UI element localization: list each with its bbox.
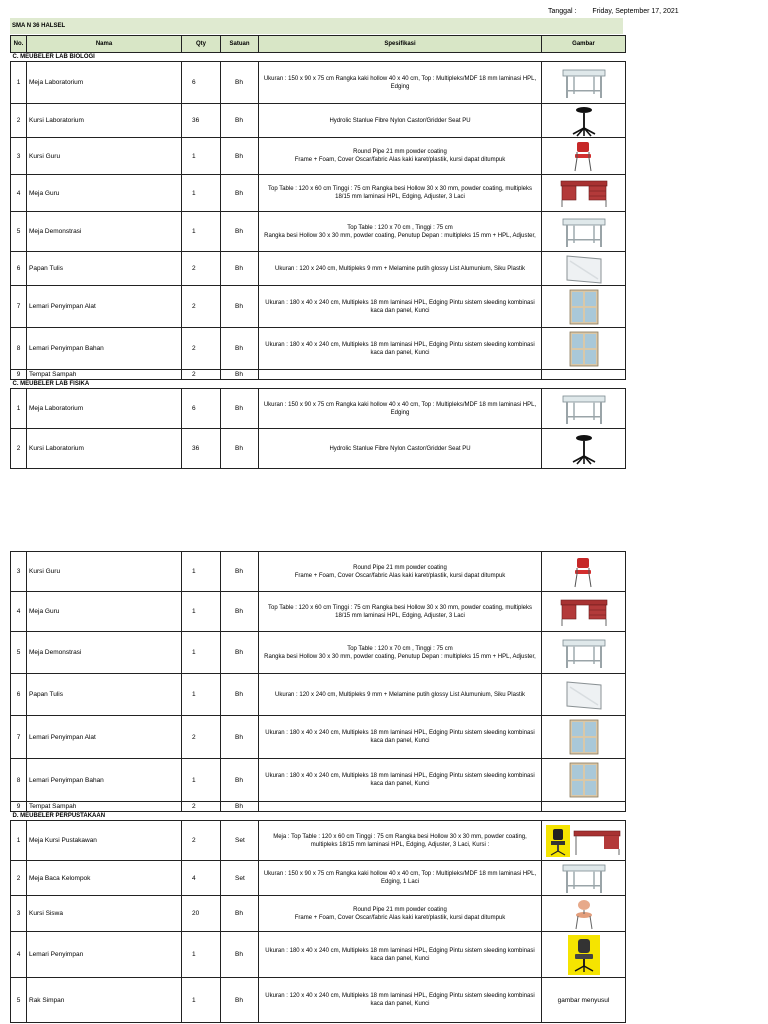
- date-label: Tanggal :: [548, 8, 577, 15]
- item-qty: 2: [182, 716, 221, 759]
- row-number: 8: [11, 759, 27, 802]
- teacher-desk-icon: [544, 178, 623, 208]
- item-qty: 1: [182, 978, 221, 1023]
- table-row: [11, 62, 626, 104]
- item-spec: Ukuran : 120 x 240 cm, Multipleks 9 mm + Melamine putih glossy List Alumunium, Siku Plastik: [259, 674, 542, 716]
- item-spec: Top Table : 120 x 70 cm , Tinggi : 75 cm Rangka besi Hollow 30 x 30 mm, powder coating, Penutup Depan : multipleks 15 mm + HPL, Adjuster,: [259, 212, 542, 252]
- item-name: Meja Demonstrasi: [27, 212, 182, 252]
- cabinet-icon: [544, 289, 623, 325]
- office-chair-icon: [544, 935, 623, 975]
- item-unit: Bh: [221, 429, 259, 469]
- item-qty: 6: [182, 389, 221, 429]
- item-image: [542, 802, 626, 812]
- row-number: 6: [11, 252, 27, 286]
- item-image: [542, 896, 626, 932]
- section-heading-row: [11, 53, 626, 62]
- row-number: 3: [11, 896, 27, 932]
- row-number: 3: [11, 552, 27, 592]
- item-image: [542, 552, 626, 592]
- table-row: [11, 716, 626, 759]
- row-number: 8: [11, 328, 27, 370]
- item-spec: Ukuran : 150 x 90 x 75 cm Rangka kaki hollow 40 x 40 cm, Top : Multipleks/MDF 18 mm laminasi HPL, Edging, 1 Laci: [259, 861, 542, 896]
- item-name: Meja Guru: [27, 175, 182, 212]
- item-spec: Ukuran : 150 x 90 x 75 cm Rangka kaki hollow 40 x 40 cm, Top : Multipleks/MDF 18 mm laminasi HPL, Edging: [259, 389, 542, 429]
- row-number: 9: [11, 802, 27, 812]
- item-image: [542, 328, 626, 370]
- row-number: 9: [11, 370, 27, 380]
- lab-table-icon: [544, 861, 623, 895]
- col-spec: Spesifikasi: [259, 36, 542, 53]
- item-name: Meja Baca Kelompok: [27, 861, 182, 896]
- item-unit: Bh: [221, 978, 259, 1023]
- item-qty: 2: [182, 252, 221, 286]
- date-line: [548, 8, 679, 15]
- whiteboard-icon: [544, 253, 623, 285]
- table-row: [11, 286, 626, 328]
- table-row: [11, 175, 626, 212]
- image-pending-note: gambar menyusul: [557, 996, 610, 1004]
- item-image: [542, 821, 626, 861]
- student-chair-icon: [544, 898, 623, 930]
- lab-table-icon: [544, 66, 623, 100]
- item-image: [542, 716, 626, 759]
- row-number: 1: [11, 62, 27, 104]
- item-unit: Bh: [221, 552, 259, 592]
- table-row: [11, 802, 626, 812]
- col-image: Gambar: [542, 36, 626, 53]
- item-image: [542, 932, 626, 978]
- row-number: 1: [11, 389, 27, 429]
- item-name: Kursi Guru: [27, 138, 182, 175]
- item-name: Kursi Guru: [27, 552, 182, 592]
- item-spec: Top Table : 120 x 60 cm Tinggi : 75 cm Rangka besi Hollow 30 x 30 mm, powder coating, multipleks 18/15 mm laminasi HPL, Edging, Adjuster, 3 Laci: [259, 175, 542, 212]
- item-qty: 2: [182, 821, 221, 861]
- item-name: Kursi Laboratorium: [27, 104, 182, 138]
- table-row: [11, 370, 626, 380]
- item-spec: Ukuran : 150 x 90 x 75 cm Rangka kaki hollow 40 x 40 cm, Top : Multipleks/MDF 18 mm laminasi HPL, Edging: [259, 62, 542, 104]
- row-number: 4: [11, 932, 27, 978]
- item-qty: 36: [182, 429, 221, 469]
- item-spec: Meja : Top Table : 120 x 60 cm Tinggi : 75 cm Rangka besi Hollow 30 x 30 mm, powder coating, multipleks 18/15 mm laminasi HPL, Edging, Adjuster, 3 Laci, Kursi :: [259, 821, 542, 861]
- item-spec: Top Table : 120 x 60 cm Tinggi : 75 cm Rangka besi Hollow 30 x 30 mm, powder coating, multipleks 18/15 mm laminasi HPL, Edging, Adjuster, 3 Laci: [259, 592, 542, 632]
- librarian-set-icon: [544, 825, 623, 857]
- table-header-row: [11, 36, 626, 53]
- item-qty: 1: [182, 932, 221, 978]
- item-image: [542, 138, 626, 175]
- table-row: [11, 429, 626, 469]
- table-row: [11, 896, 626, 932]
- item-image: [542, 212, 626, 252]
- row-number: 4: [11, 175, 27, 212]
- section-heading: C. MEUBELER LAB BIOLOGI: [12, 54, 95, 60]
- item-spec: [259, 370, 542, 380]
- item-unit: Bh: [221, 802, 259, 812]
- item-qty: 1: [182, 632, 221, 674]
- school-name: SMA N 36 HALSEL: [10, 18, 623, 34]
- item-unit: Bh: [221, 592, 259, 632]
- section-heading-row: [11, 380, 626, 389]
- table-row: [11, 552, 626, 592]
- row-number: 2: [11, 861, 27, 896]
- table-row: [11, 212, 626, 252]
- red-chair-icon: [544, 140, 623, 172]
- item-unit: Bh: [221, 286, 259, 328]
- item-image: [542, 175, 626, 212]
- item-name: Meja Laboratorium: [27, 62, 182, 104]
- table-row: [11, 674, 626, 716]
- lab-table-icon: [544, 215, 623, 249]
- table-row: [11, 328, 626, 370]
- item-qty: 1: [182, 674, 221, 716]
- row-number: 7: [11, 716, 27, 759]
- row-number: 4: [11, 592, 27, 632]
- item-spec: Hydrolic Stanlue Fibre Nylon Castor/Gridder Seat PU: [259, 104, 542, 138]
- item-qty: 6: [182, 62, 221, 104]
- item-unit: Bh: [221, 212, 259, 252]
- row-number: 5: [11, 212, 27, 252]
- item-qty: 2: [182, 370, 221, 380]
- item-image: [542, 759, 626, 802]
- item-unit: Bh: [221, 896, 259, 932]
- item-qty: 4: [182, 861, 221, 896]
- cabinet-icon: [544, 762, 623, 798]
- item-unit: Bh: [221, 389, 259, 429]
- table-row: [11, 978, 626, 1023]
- furniture-table-page-1: [10, 35, 626, 469]
- row-number: 6: [11, 674, 27, 716]
- item-unit: Bh: [221, 62, 259, 104]
- lab-stool-icon: [544, 433, 623, 465]
- item-name: Rak Simpan: [27, 978, 182, 1023]
- item-qty: 2: [182, 802, 221, 812]
- col-name: Nama: [27, 36, 182, 53]
- item-unit: Set: [221, 861, 259, 896]
- lab-table-icon: [544, 636, 623, 670]
- item-image: [542, 370, 626, 380]
- table-row: [11, 138, 626, 175]
- item-name: Papan Tulis: [27, 674, 182, 716]
- table-row: [11, 252, 626, 286]
- item-image: [542, 252, 626, 286]
- table-row: [11, 592, 626, 632]
- lab-table-icon: [544, 392, 623, 426]
- col-qty: Qty: [182, 36, 221, 53]
- item-qty: 1: [182, 759, 221, 802]
- table-row: [11, 759, 626, 802]
- item-name: Meja Demonstrasi: [27, 632, 182, 674]
- item-name: Meja Laboratorium: [27, 389, 182, 429]
- item-qty: 1: [182, 552, 221, 592]
- item-image: [542, 674, 626, 716]
- item-name: Lemari Penyimpan Alat: [27, 286, 182, 328]
- furniture-table-page-2: [10, 551, 626, 1023]
- item-image: [542, 62, 626, 104]
- item-name: Kursi Siswa: [27, 896, 182, 932]
- item-unit: Bh: [221, 175, 259, 212]
- item-image: [542, 286, 626, 328]
- item-name: Lemari Penyimpan Bahan: [27, 328, 182, 370]
- item-unit: Bh: [221, 932, 259, 978]
- lab-stool-icon: [544, 105, 623, 137]
- item-spec: Ukuran : 180 x 40 x 240 cm, Multipleks 18 mm laminasi HPL, Edging Pintu sistem sleeding kombinasi kaca dan panel, Kunci: [259, 328, 542, 370]
- table-row: [11, 932, 626, 978]
- item-spec: Ukuran : 180 x 40 x 240 cm, Multipleks 18 mm laminasi HPL, Edging Pintu sistem sleeding kombinasi kaca dan panel, Kunci: [259, 932, 542, 978]
- item-unit: Bh: [221, 328, 259, 370]
- item-spec: Hydrolic Stanlue Fibre Nylon Castor/Gridder Seat PU: [259, 429, 542, 469]
- section-heading-row: [11, 812, 626, 821]
- item-qty: 1: [182, 212, 221, 252]
- item-image: [542, 592, 626, 632]
- item-unit: Bh: [221, 138, 259, 175]
- section-heading: C. MEUBELER LAB FISIKA: [12, 381, 90, 387]
- item-image: [542, 429, 626, 469]
- item-image: [542, 389, 626, 429]
- item-qty: 1: [182, 138, 221, 175]
- row-number: 2: [11, 104, 27, 138]
- table-row: [11, 632, 626, 674]
- item-spec: Ukuran : 120 x 40 x 240 cm, Multipleks 18 mm laminasi HPL, Edging Pintu sistem sleeding kombinasi kaca dan panel, Kunci: [259, 978, 542, 1023]
- item-spec: Ukuran : 180 x 40 x 240 cm, Multipleks 18 mm laminasi HPL, Edging Pintu sistem sleeding kombinasi kaca dan panel, Kunci: [259, 759, 542, 802]
- whiteboard-icon: [544, 679, 623, 711]
- item-spec: Round Pipe 21 mm powder coating Frame + Foam, Cover Oscar/fabric Alas kaki karet/plastik, kursi dapat ditumpuk: [259, 552, 542, 592]
- item-name: Tempat Sampah: [27, 370, 182, 380]
- cabinet-icon: [544, 331, 623, 367]
- item-qty: 20: [182, 896, 221, 932]
- row-number: 5: [11, 632, 27, 674]
- cabinet-icon: [544, 719, 623, 755]
- item-name: Tempat Sampah: [27, 802, 182, 812]
- item-unit: Set: [221, 821, 259, 861]
- item-image: [542, 104, 626, 138]
- row-number: 7: [11, 286, 27, 328]
- teacher-desk-icon: [544, 597, 623, 627]
- row-number: 2: [11, 429, 27, 469]
- item-unit: Bh: [221, 252, 259, 286]
- item-unit: Bh: [221, 104, 259, 138]
- item-spec: Ukuran : 180 x 40 x 240 cm, Multipleks 18 mm laminasi HPL, Edging Pintu sistem sleeding kombinasi kaca dan panel, Kunci: [259, 716, 542, 759]
- table-row: [11, 821, 626, 861]
- item-spec: [259, 802, 542, 812]
- item-name: Papan Tulis: [27, 252, 182, 286]
- item-unit: Bh: [221, 759, 259, 802]
- item-name: Kursi Laboratorium: [27, 429, 182, 469]
- item-image: [542, 632, 626, 674]
- row-number: 1: [11, 821, 27, 861]
- item-qty: 1: [182, 175, 221, 212]
- item-qty: 2: [182, 286, 221, 328]
- col-no: No.: [11, 36, 27, 53]
- date-value: Friday, September 17, 2021: [592, 8, 679, 15]
- item-spec: Top Table : 120 x 70 cm , Tinggi : 75 cm Rangka besi Hollow 30 x 30 mm, powder coating, Penutup Depan : multipleks 15 mm + HPL, Adjuster,: [259, 632, 542, 674]
- item-name: Lemari Penyimpan Alat: [27, 716, 182, 759]
- row-number: 3: [11, 138, 27, 175]
- section-heading: D. MEUBELER PERPUSTAKAAN: [12, 813, 106, 819]
- item-spec: Round Pipe 21 mm powder coating Frame + Foam, Cover Oscar/fabric Alas kaki karet/plastik, kursi dapat ditumpuk: [259, 896, 542, 932]
- item-unit: Bh: [221, 716, 259, 759]
- item-unit: Bh: [221, 370, 259, 380]
- item-name: Lemari Penyimpan: [27, 932, 182, 978]
- item-unit: Bh: [221, 632, 259, 674]
- table-row: [11, 861, 626, 896]
- item-image: [542, 861, 626, 896]
- col-unit: Satuan: [221, 36, 259, 53]
- item-name: Meja Kursi Pustakawan: [27, 821, 182, 861]
- item-spec: Ukuran : 180 x 40 x 240 cm, Multipleks 18 mm laminasi HPL, Edging Pintu sistem sleeding kombinasi kaca dan panel, Kunci: [259, 286, 542, 328]
- item-name: Meja Guru: [27, 592, 182, 632]
- item-qty: 1: [182, 592, 221, 632]
- item-name: Lemari Penyimpan Bahan: [27, 759, 182, 802]
- red-chair-icon: [544, 556, 623, 588]
- item-image: [542, 978, 626, 1023]
- item-spec: Round Pipe 21 mm powder coating Frame + Foam, Cover Oscar/fabric Alas kaki karet/plastik, kursi dapat ditumpuk: [259, 138, 542, 175]
- item-qty: 36: [182, 104, 221, 138]
- table-row: [11, 389, 626, 429]
- item-spec: Ukuran : 120 x 240 cm, Multipleks 9 mm + Melamine putih glossy List Alumunium, Siku Plastik: [259, 252, 542, 286]
- row-number: 5: [11, 978, 27, 1023]
- item-qty: 2: [182, 328, 221, 370]
- item-unit: Bh: [221, 674, 259, 716]
- table-row: [11, 104, 626, 138]
